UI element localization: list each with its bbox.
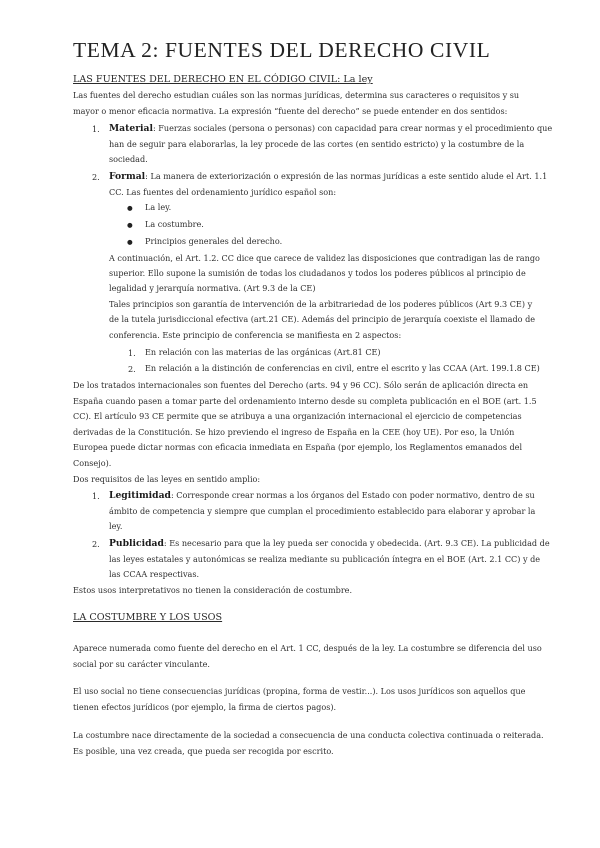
paragraph-line: derivadas de la Constitución. Se hizo previendo el ingreso de España en la CEE (hoy UE). Por eso, la Unión — [73, 427, 515, 437]
list-item-formal — [109, 171, 547, 182]
paragraph-line: de la tutela jurisdiccional efectiva (art.21 CE). Además del principio de jerarquía coexiste el llamado de — [109, 314, 536, 324]
paragraph-line: A continuación, el Art. 1.2. CC dice que carece de validez las disposiciones que contradigan las de rango — [109, 253, 540, 263]
paragraph-line: conferencia. Este principio de conferencia se manifiesta en 2 aspectos: — [109, 330, 402, 340]
list-number: 1. — [92, 124, 100, 134]
list-item-line: CC. Las fuentes del ordenamiento jurídico español son: — [109, 187, 337, 197]
list-item-line: ámbito de competencia y siempre que cumplan el procedimiento establecido para elaborar y aprobar la — [109, 506, 536, 516]
bullet-item: Principios generales del derecho. — [145, 236, 283, 246]
term-publicidad: Publicidad — [109, 538, 164, 549]
page-title: TEMA 2: FUENTES DEL DERECHO CIVIL — [73, 38, 491, 62]
paragraph-line: Tales principios son garantía de intervención de la arbitrariedad de los poderes públicos (Art 9.3 CE) y — [109, 299, 533, 309]
sublist-item: En relación a la distinción de conferencias en civil, entre el escrito y las CCAA (Art. 199.1.8 CE) — [145, 363, 540, 373]
term-legitimidad: Legitimidad — [109, 490, 171, 501]
list-item-text: : La manera de exteriorización o expresión de las normas jurídicas a este sentido alude el Art. 1.1 — [145, 171, 548, 181]
paragraph-line: CC). El artículo 93 CE permite que se atribuya a una organización internacional el ejercicio de competencias — [73, 411, 522, 421]
bullet-item: La ley. — [145, 202, 172, 212]
list-item-text: : Fuerzas sociales (persona o personas) con capacidad para crear normas y el procedimiento que — [153, 123, 553, 133]
intro-line: mayor o menor eficacia normativa. La expresión “fuente del derecho” se puede entender en dos sentidos: — [73, 106, 508, 116]
list-item-line: las leyes estatales y autonómicas se realiza mediante su publicación íntegra en el BOE (Art. 2.1 CC) y de — [109, 554, 541, 564]
sublist-item: En relación con las materias de las orgánicas (Art.81 CE) — [145, 347, 381, 357]
list-item-line: las CCAA respectivas. — [109, 569, 200, 579]
sublist-number: 2. — [128, 364, 136, 374]
bullet-icon: ● — [127, 204, 133, 212]
term-formal: Formal — [109, 171, 146, 182]
list-item-text: : Es necesario para que la ley pueda ser conocida y obedecida. (Art. 9.3 CE). La publicidad de — [163, 538, 550, 548]
list-item-publicidad — [109, 538, 550, 549]
list-item-line: ley. — [109, 521, 123, 531]
paragraph-line: Dos requisitos de las leyes en sentido amplio: — [73, 474, 261, 484]
paragraph-line: social por su carácter vinculante. — [73, 659, 211, 669]
sublist-number: 1. — [128, 348, 136, 358]
paragraph-line: El uso social no tiene consecuencias jurídicas (propina, forma de vestir...). Los usos jurídicos son aquellos que — [73, 686, 526, 696]
paragraph-line: Aparece numerada como fuente del derecho en el Art. 1 CC, después de la ley. La costumbre se diferencia del uso — [73, 643, 542, 653]
list-item-material — [109, 123, 552, 134]
list-item-line: han de seguir para elaborarlas, la ley procede de las cortes (en sentido estricto) y la costumbre de la — [109, 139, 525, 149]
bullet-icon: ● — [127, 238, 133, 246]
section-heading-fuentes: LAS FUENTES DEL DERECHO EN EL CÓDIGO CIVIL: La ley — [73, 74, 373, 85]
paragraph-line: Consejo). — [73, 458, 112, 468]
list-number: 1. — [92, 491, 100, 501]
paragraph-line: tienen efectos jurídicos (por ejemplo, la firma de ciertos pagos). — [73, 702, 337, 712]
section-heading-costumbre: LA COSTUMBRE Y LOS USOS — [73, 612, 223, 623]
paragraph-line: La costumbre nace directamente de la sociedad a consecuencia de una conducta colectiva continuada o reiterada. — [73, 730, 544, 740]
paragraph-line: superior. Ello supone la sumisión de todas los ciudadanos y todos los poderes públicos al principio de — [109, 268, 526, 278]
bullet-icon: ● — [127, 221, 133, 229]
intro-line: Las fuentes del derecho estudian cuáles son las normas jurídicas, determina sus caracteres o requisitos y su — [73, 90, 520, 100]
list-item-text: : Corresponde crear normas a los órganos del Estado con poder normativo, dentro de su — [170, 490, 535, 500]
list-number: 2. — [92, 539, 100, 549]
list-item-line: sociedad. — [109, 154, 148, 164]
list-number: 2. — [92, 172, 100, 182]
paragraph-line: Es posible, una vez creada, que pueda ser recogida por escrito. — [73, 746, 334, 756]
term-material: Material — [109, 123, 153, 134]
paragraph-line: De los tratados internacionales son fuentes del Derecho (arts. 94 y 96 CC). Sólo serán de aplicación directa en — [73, 380, 529, 390]
paragraph-line: legalidad y jerarquía normativa. (Art 9.3 de la CE) — [109, 283, 316, 293]
bullet-item: La costumbre. — [145, 219, 204, 229]
list-item-legitimidad — [109, 490, 535, 501]
paragraph-line: España cuando pasen a tomar parte del ordenamiento interno desde su completa publicación en el BOE (art. 1.5 — [73, 396, 537, 406]
paragraph-line: Europea puede dictar normas con eficacia inmediata en España (por ejemplo, los Reglamentos emanados del — [73, 442, 523, 452]
paragraph-line: Estos usos interpretativos no tienen la consideración de costumbre. — [73, 585, 353, 595]
